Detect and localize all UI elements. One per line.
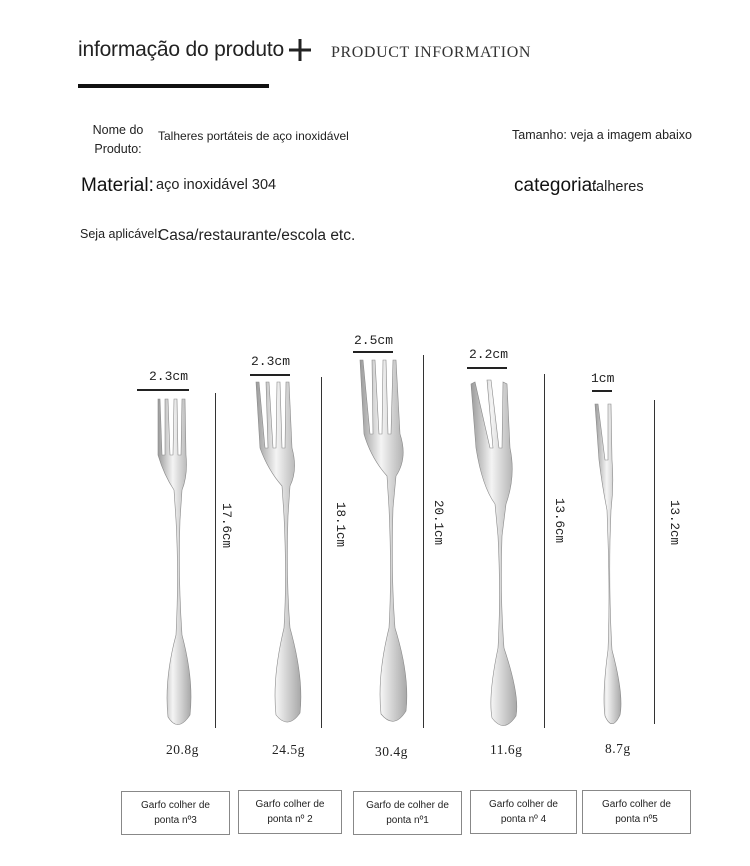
size-text: Tamanho: veja a imagem abaixo: [512, 128, 692, 142]
product-name-box: Garfo colher de ponta nº 2: [238, 790, 342, 834]
width-marker: [592, 390, 612, 392]
width-marker: [137, 389, 189, 391]
length-label: 17.6cm: [219, 503, 233, 549]
fork-image: [252, 378, 314, 733]
fork-image: [468, 376, 538, 734]
product-name-value: Talheres portáteis de aço inoxidável: [158, 129, 349, 143]
length-line: [423, 355, 424, 728]
fork-image: [148, 395, 208, 735]
weight-label: 30.4g: [375, 744, 408, 759]
length-label: 13.2cm: [667, 500, 681, 546]
product-name-box: Garfo colher de ponta nº5: [582, 790, 691, 834]
width-marker: [250, 374, 290, 376]
weight-label: 8.7g: [605, 741, 631, 756]
material-label: Material:: [81, 175, 154, 196]
product-name-box: Garfo de colher de ponta nº1: [353, 791, 462, 835]
width-label: 2.3cm: [251, 354, 291, 369]
length-line: [321, 377, 322, 728]
product-name-box: Garfo colher de ponta nº 4: [470, 790, 577, 834]
header-underline: [78, 84, 269, 88]
fork-image: [592, 400, 632, 734]
length-label: 20.1cm: [431, 500, 445, 546]
category-value: talheres: [592, 179, 644, 195]
material-value: aço inoxidável 304: [156, 177, 277, 193]
width-marker: [467, 367, 507, 369]
category-label: categoria:: [514, 175, 598, 196]
width-label: 2.3cm: [149, 369, 189, 384]
applicable-label: Seja aplicável:: [80, 227, 161, 241]
weight-label: 11.6g: [490, 742, 523, 757]
width-label: 2.5cm: [354, 333, 394, 348]
product-name-box: Garfo colher de ponta nº3: [121, 791, 230, 835]
length-line: [654, 400, 655, 724]
fork-image: [356, 356, 418, 734]
plus-icon: [287, 37, 313, 63]
width-label: 1cm: [591, 371, 615, 386]
length-label: 18.1cm: [333, 502, 347, 548]
applicable-value: Casa/restaurante/escola etc.: [158, 227, 356, 244]
width-label: 2.2cm: [469, 347, 509, 362]
weight-label: 20.8g: [166, 742, 199, 757]
length-line: [215, 393, 216, 728]
header-title-pt: informação do produto: [78, 38, 284, 61]
product-name-label: Nome do Produto:: [92, 123, 144, 156]
header-title-en: PRODUCT INFORMATION: [331, 44, 532, 61]
length-label: 13.6cm: [552, 498, 566, 544]
width-marker: [353, 351, 393, 353]
weight-label: 24.5g: [272, 742, 305, 757]
length-line: [544, 374, 545, 728]
